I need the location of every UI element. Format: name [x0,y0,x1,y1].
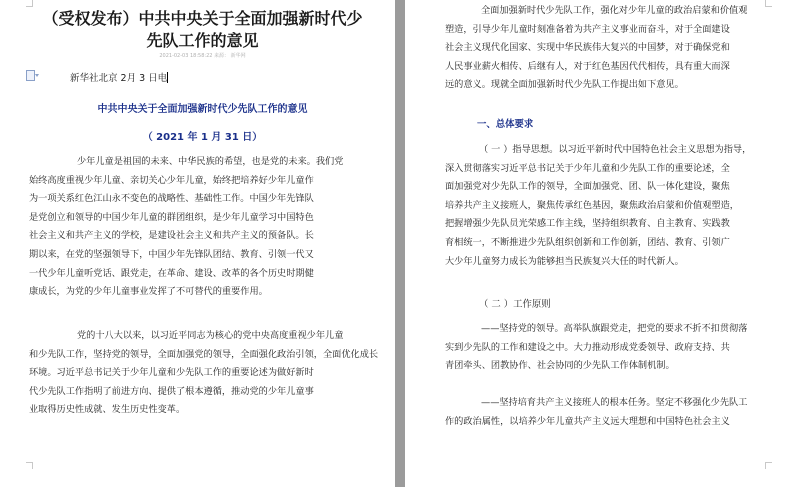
subsection-heading-principles: （ 二 ）工作原则 [479,299,551,310]
paragraph-principle-1 [445,320,748,376]
text-line: 为一项关系红色江山永不变色的战略性、基础性工作。中国少年先锋队 [29,193,314,205]
text-line: 一代少年儿童听党话、跟党走，在革命、建设、改革的各个历史时期健 [29,267,314,279]
document-page-left [0,0,395,487]
paragraph-1 [29,153,344,302]
text-line: 深入贯彻落实习近平总书记关于少年儿童和少先队工作的重要论述，全 [445,162,730,174]
dateline-text: 新华社北京 2月 3 日电 [70,73,168,84]
title-line-1: （受权发布）中共中央关于全面加强新时代少 [42,9,363,28]
page-corner-mark [765,0,772,7]
text-line: 社会主义和共产主义的学校，是建设社会主义和共产主义的预备队。长 [29,230,314,242]
text-line: 期以来，在党的坚强领导下，中国少年先锋队团结、教育、引领一代又 [29,248,314,260]
text-line: 远的意义。现就全面加强新时代少先队工作提出如下意见。 [445,79,684,91]
text-line: 代少先队工作指明了前进方向、提供了根本遵循，推动党的少年儿童事 [29,385,314,397]
section-heading-general: 一、总体要求 [477,119,534,130]
text-line: 业取得历史性成就、发生历史性变革。 [29,404,186,416]
paragraph-guiding-thought [445,141,752,271]
page-corner-mark [26,462,33,469]
title-line-2: 先队工作的意见 [146,31,259,50]
text-line: 人民事业薪火相传、后继有人，对于红色基因代代相传，具有重大而深 [445,60,730,72]
text-line: （ 一 ）指导思想。以习近平新时代中国特色社会主义思想为指导， [479,144,752,155]
text-line: 全面加强新时代少先队工作，强化对少年儿童的政治启蒙和价值观 [481,5,748,16]
text-line: 党的十八大以来，以习近平同志为核心的党中央高度重视少年儿童 [77,330,344,341]
text-line: 社会主义现代化国家、实现中华民族伟大复兴的中国梦，对于确保党和 [445,42,730,54]
text-cursor [167,72,168,83]
text-line: 始终高度重视少年儿童、亲切关心少年儿童，始终把培养好少年儿童作 [29,174,314,186]
text-line: 环境。习近平总书记关于少年儿童和少先队工作的重要论述为做好新时 [29,367,314,379]
document-page-right [405,0,800,487]
text-line: 面加强党对少先队工作的领导，全面加强党、团、队一体化建设，聚焦 [445,181,730,193]
text-line: 少年儿童是祖国的未来、中华民族的希望，也是党的未来。我们党 [77,156,344,167]
text-line: ——坚持培育共产主义接班人的根本任务。坚定不移强化少先队工 [481,397,748,408]
paragraph-intro [445,2,748,95]
article-meta: 2021-02-03 18:58:22 来源： 新华网 [159,53,246,59]
text-line: 把握增强少先队员光荣感工作主线，坚持组织教育、自主教育、实践教 [445,218,730,230]
article-title [40,8,365,52]
text-line: 培养共产主义接班人，聚焦传承红色基因，聚焦政治启蒙和价值观塑造， [445,199,739,211]
text-line: ——坚持党的领导。高举队旗跟党走，把党的要求不折不扣贯彻落 [481,323,748,334]
text-line: 实到少先队的工作和建设之中。大力推动形成党委领导、政府支持、共 [445,341,730,353]
paragraph-2 [29,327,379,420]
document-date: （ 2021 年 1 月 31 日） [142,132,263,143]
text-line: 塑造，引导少年儿童时刻准备着为共产主义事业而奋斗，对于全面建设 [445,23,730,35]
text-line: 大少年儿童努力成长为能够担当民族复兴大任的时代新人。 [445,255,684,267]
page-corner-mark [26,0,33,7]
page-corner-mark [765,462,772,469]
text-line: 育相统一，不断推进少先队组织创新和工作创新，团结、教育、引领广 [445,236,730,248]
paragraph-principle-2 [445,394,748,431]
text-line: 是党创立和领导的中国少年儿童的群团组织，是少年儿童学习中国特色 [29,211,314,223]
text-line: 作的政治属性，以培养少年儿童共产主义远大理想和中国特色社会主义 [445,415,730,427]
text-line: 康成长，为党的少年儿童事业发挥了不可替代的重要作用。 [29,286,268,298]
text-line: 青团牵头、团教协作、社会协同的少先队工作体制机制。 [445,360,675,372]
text-line: 和少先队工作，坚持党的领导，全面加强党的领导，全面强化政治引领，全面优化成长 [29,348,379,360]
dateline[interactable] [70,70,168,84]
document-icon[interactable] [26,70,35,81]
document-heading: 中共中央关于全面加强新时代少先队工作的意见 [97,104,308,115]
